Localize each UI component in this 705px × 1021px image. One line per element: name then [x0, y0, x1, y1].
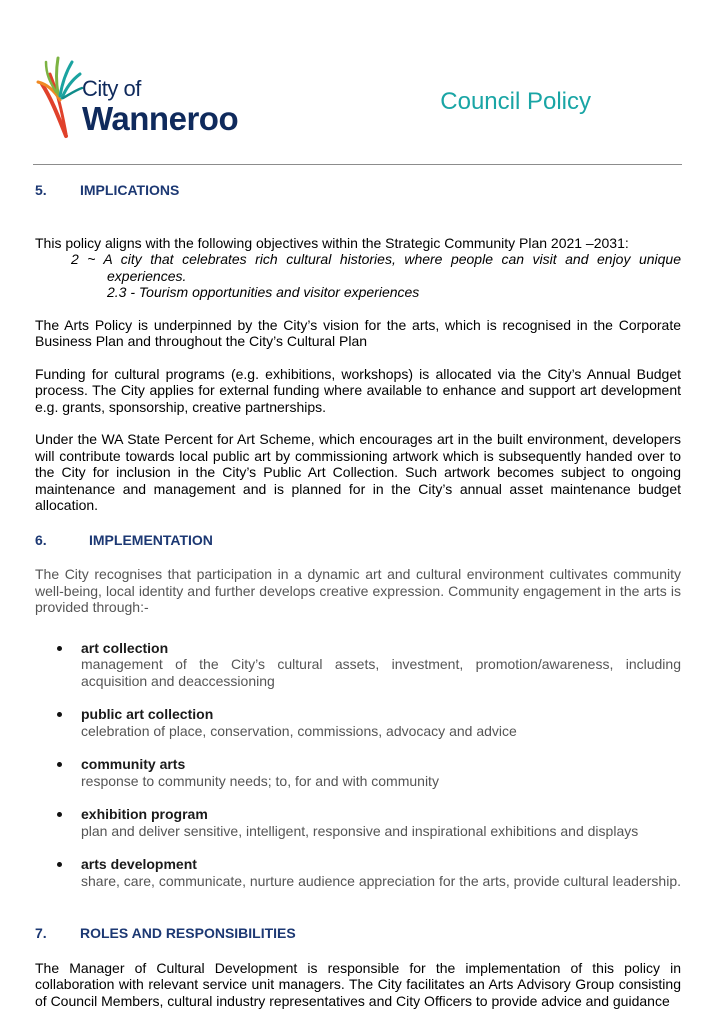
section-heading-roles: [35, 925, 681, 942]
logo-mark-icon: [36, 54, 86, 140]
logo-text-wanneroo: Wanneroo: [82, 100, 239, 137]
logo-text-city-of: City of: [82, 76, 141, 101]
section-number: 6.: [35, 531, 47, 548]
section-number: 7.: [35, 925, 47, 941]
objective-2: 2.3 - Tourism opportunities and visitor experiences: [107, 284, 420, 300]
list-item: [35, 706, 681, 739]
implications-paragraph-2: Funding for cultural programs (e.g. exhibitions, workshops) is allocated via the City’s Annual Budget process. The City applies for external funding where available to enhance and support art development e.g. grants, sponsorship, creative partnerships.: [35, 365, 681, 415]
list-item-description: share, care, communicate, nurture audience appreciation for the arts, provide cultural leadership.: [81, 872, 681, 889]
section-number: 5.: [35, 182, 47, 198]
section-title: IMPLICATIONS: [80, 182, 180, 198]
list-item-title: exhibition program: [81, 806, 208, 822]
list-item-description: management of the City’s cultural assets, investment, promotion/awareness, including acquisition and deaccessioning: [81, 656, 681, 689]
list-item-title: arts development: [81, 856, 197, 872]
engagement-list: [35, 640, 681, 890]
implications-paragraph-1: The Arts Policy is underpinned by the City’s vision for the arts, which is recognised in the Corporate Business Plan and throughout the City’s Cultural Plan: [35, 316, 681, 349]
list-item-title: public art collection: [81, 706, 214, 722]
list-item: [35, 756, 681, 789]
implications-intro: This policy aligns with the following objectives within the Strategic Community Plan 2021 –2031:: [35, 234, 629, 251]
list-item-title: art collection: [81, 639, 169, 656]
list-item-description: response to community needs; to, for and with community: [81, 772, 439, 789]
section-heading-implications: [35, 182, 681, 199]
list-item: [35, 856, 681, 889]
implications-paragraph-3: Under the WA State Percent for Art Scheme, which encourages art in the built environment, developers will contribute towards local public art by commissioning artwork which is subsequently handed over to the City for inclusion in the City’s Public Art Collection. Such artwork becomes subject to ongoing maintenance and management and is planned for in the City’s annual asset maintenance budget allocation.: [35, 431, 681, 513]
policy-content: [35, 182, 681, 1009]
header-divider: [33, 164, 682, 165]
list-item: [35, 640, 681, 690]
objective-1: 2 ~ A city that celebrates rich cultural histories, where people can visit and enjoy unique experiences.: [71, 251, 681, 284]
section-title: ROLES AND RESPONSIBILITIES: [80, 925, 296, 941]
section-heading-implementation: [35, 532, 681, 549]
bullet-icon: [57, 712, 62, 717]
implementation-intro: The City recognises that participation in a dynamic art and cultural environment cultivates community well-being, local identity and further develops creative expression. Community engagement in the arts is provided through:-: [35, 566, 681, 615]
list-item-title: community arts: [81, 756, 186, 772]
list-item-description: plan and deliver sensitive, intelligent, responsive and inspirational exhibitions and displays: [81, 822, 639, 839]
list-item: [35, 806, 681, 839]
city-logo: [36, 54, 266, 140]
bullet-icon: [57, 762, 62, 767]
list-item-description: celebration of place, conservation, commissions, advocacy and advice: [81, 722, 517, 739]
section-title: IMPLEMENTATION: [89, 531, 213, 548]
bullet-icon: [57, 812, 62, 817]
document-type-title: Council Policy: [440, 88, 591, 115]
bullet-icon: [57, 862, 62, 867]
roles-paragraph-1: The Manager of Cultural Development is responsible for the implementation of this policy in collaboration with relevant service unit managers. The City facilitates an Arts Advisory Group consisting of Council Members, cultural industry representatives and City Officers to provide advice and guidance: [35, 959, 681, 1009]
bullet-icon: [57, 646, 62, 651]
